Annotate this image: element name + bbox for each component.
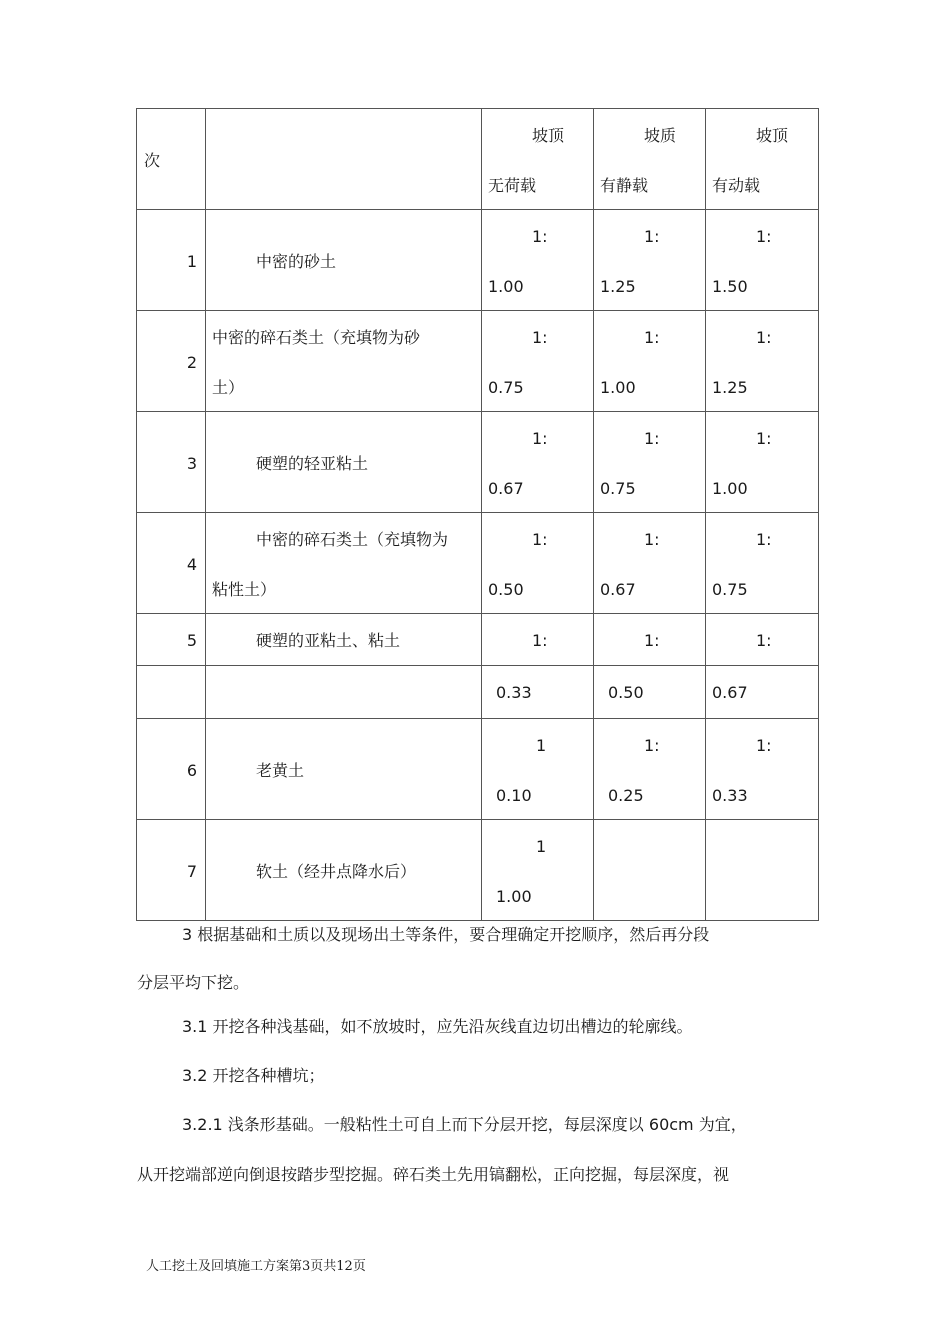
soil-type: 硬塑的轻亚粘土 xyxy=(256,454,369,473)
ratio-prefix: 1: xyxy=(756,530,772,549)
ratio-value: 0.67 xyxy=(600,580,636,599)
ratio-value: 0.10 xyxy=(496,786,532,805)
header-col2-line2: 有静载 xyxy=(600,176,649,195)
ratio-prefix: 1: xyxy=(644,227,660,246)
ratio-prefix: 1: xyxy=(532,227,548,246)
ratio-prefix: 1: xyxy=(644,530,660,549)
ratio-prefix: 1: xyxy=(756,736,772,755)
ratio-value: 0.33 xyxy=(496,683,532,702)
ratio-prefix: 1: xyxy=(532,530,548,549)
header-no-label: 次 xyxy=(144,151,161,170)
ratio-value: 0.75 xyxy=(600,479,636,498)
paragraph-3-line2: 分层平均下挖。 xyxy=(137,973,250,992)
table-row xyxy=(137,820,819,921)
ratio-prefix: 1: xyxy=(756,227,772,246)
row-no: 5 xyxy=(186,631,197,650)
ratio-value: 0.33 xyxy=(712,786,748,805)
soil-type-line1: 中密的碎石类土（充填物为 xyxy=(256,530,449,549)
ratio-prefix: 1: xyxy=(532,328,548,347)
ratio-prefix: 1: xyxy=(756,429,772,448)
soil-type: 老黄土 xyxy=(256,761,305,780)
ratio-prefix: 1: xyxy=(644,429,660,448)
ratio-value: 0.50 xyxy=(608,683,644,702)
ratio-prefix: 1: xyxy=(756,328,772,347)
paragraph-3-2-1-line2: 从开挖端部逆向倒退按踏步型挖掘。碎石类土先用镐翻松，正向挖掘，每层深度，视 xyxy=(137,1165,730,1184)
ratio-value: 1.00 xyxy=(600,378,636,397)
soil-type-line2: 土） xyxy=(212,378,245,397)
ratio-prefix: 1: xyxy=(532,429,548,448)
row-no: 1 xyxy=(186,252,197,271)
table-row xyxy=(137,666,819,719)
ratio-prefix: 1 xyxy=(536,736,547,755)
row-no: 7 xyxy=(186,862,197,881)
paragraph-3-line1: 3 根据基础和土质以及现场出土等条件，要合理确定开挖顺序，然后再分段 xyxy=(182,925,710,944)
header-col2 xyxy=(594,109,706,210)
soil-type: 硬塑的亚粘土、粘土 xyxy=(256,631,401,650)
ratio-value: 0.75 xyxy=(712,580,748,599)
row-no: 2 xyxy=(186,353,197,372)
ratio-prefix: 1 xyxy=(536,837,547,856)
ratio-value: 1.00 xyxy=(712,479,748,498)
table-row xyxy=(137,210,819,311)
soil-type: 中密的砂土 xyxy=(256,252,337,271)
ratio-value: 1.25 xyxy=(712,378,748,397)
ratio-value: 1.00 xyxy=(488,277,524,296)
page-footer: 人工挖土及回填施工方案第3页共12页 xyxy=(146,1259,366,1274)
paragraph-3-2: 3.2 开挖各种槽坑； xyxy=(182,1066,325,1085)
ratio-value: 1.50 xyxy=(712,277,748,296)
header-no-cell xyxy=(137,109,206,210)
ratio-prefix: 1: xyxy=(644,631,660,650)
table-row xyxy=(137,719,819,820)
soil-type: 软土（经井点降水后） xyxy=(256,862,417,881)
ratio-value: 1.00 xyxy=(496,887,532,906)
header-col3-line1: 坡顶 xyxy=(756,126,789,145)
header-col3-line2: 有动载 xyxy=(712,176,761,195)
table-header-row xyxy=(137,109,819,210)
row-no: 3 xyxy=(186,454,197,473)
header-col3 xyxy=(706,109,819,210)
header-col2-line1: 坡质 xyxy=(644,126,677,145)
soil-type-line2: 粘性土） xyxy=(212,580,277,599)
paragraph-3-2-1-line1: 3.2.1 浅条形基础。一般粘性土可自上而下分层开挖，每层深度以 60cm 为宜， xyxy=(182,1115,747,1134)
table-row xyxy=(137,311,819,412)
paragraph-3-1: 3.1 开挖各种浅基础，如不放坡时，应先沿灰线直边切出槽边的轮廓线。 xyxy=(182,1017,693,1036)
slope-table xyxy=(136,108,819,921)
ratio-value: 0.67 xyxy=(712,683,748,702)
row-no: 6 xyxy=(186,761,197,780)
ratio-prefix: 1: xyxy=(532,631,548,650)
header-soil-cell xyxy=(206,109,482,210)
ratio-prefix: 1: xyxy=(756,631,772,650)
row-no: 4 xyxy=(186,555,197,574)
ratio-value: 0.67 xyxy=(488,479,524,498)
ratio-prefix: 1: xyxy=(644,736,660,755)
ratio-value: 0.75 xyxy=(488,378,524,397)
table-row xyxy=(137,412,819,513)
table-row xyxy=(137,513,819,614)
ratio-value: 0.25 xyxy=(608,786,644,805)
header-col1-line1: 坡顶 xyxy=(532,126,565,145)
ratio-value: 1.25 xyxy=(600,277,636,296)
table-row xyxy=(137,614,819,666)
ratio-value: 0.50 xyxy=(488,580,524,599)
header-col1-line2: 无荷载 xyxy=(488,176,537,195)
ratio-prefix: 1: xyxy=(644,328,660,347)
header-col1 xyxy=(482,109,594,210)
soil-type-line1: 中密的碎石类土（充填物为砂 xyxy=(212,328,421,347)
